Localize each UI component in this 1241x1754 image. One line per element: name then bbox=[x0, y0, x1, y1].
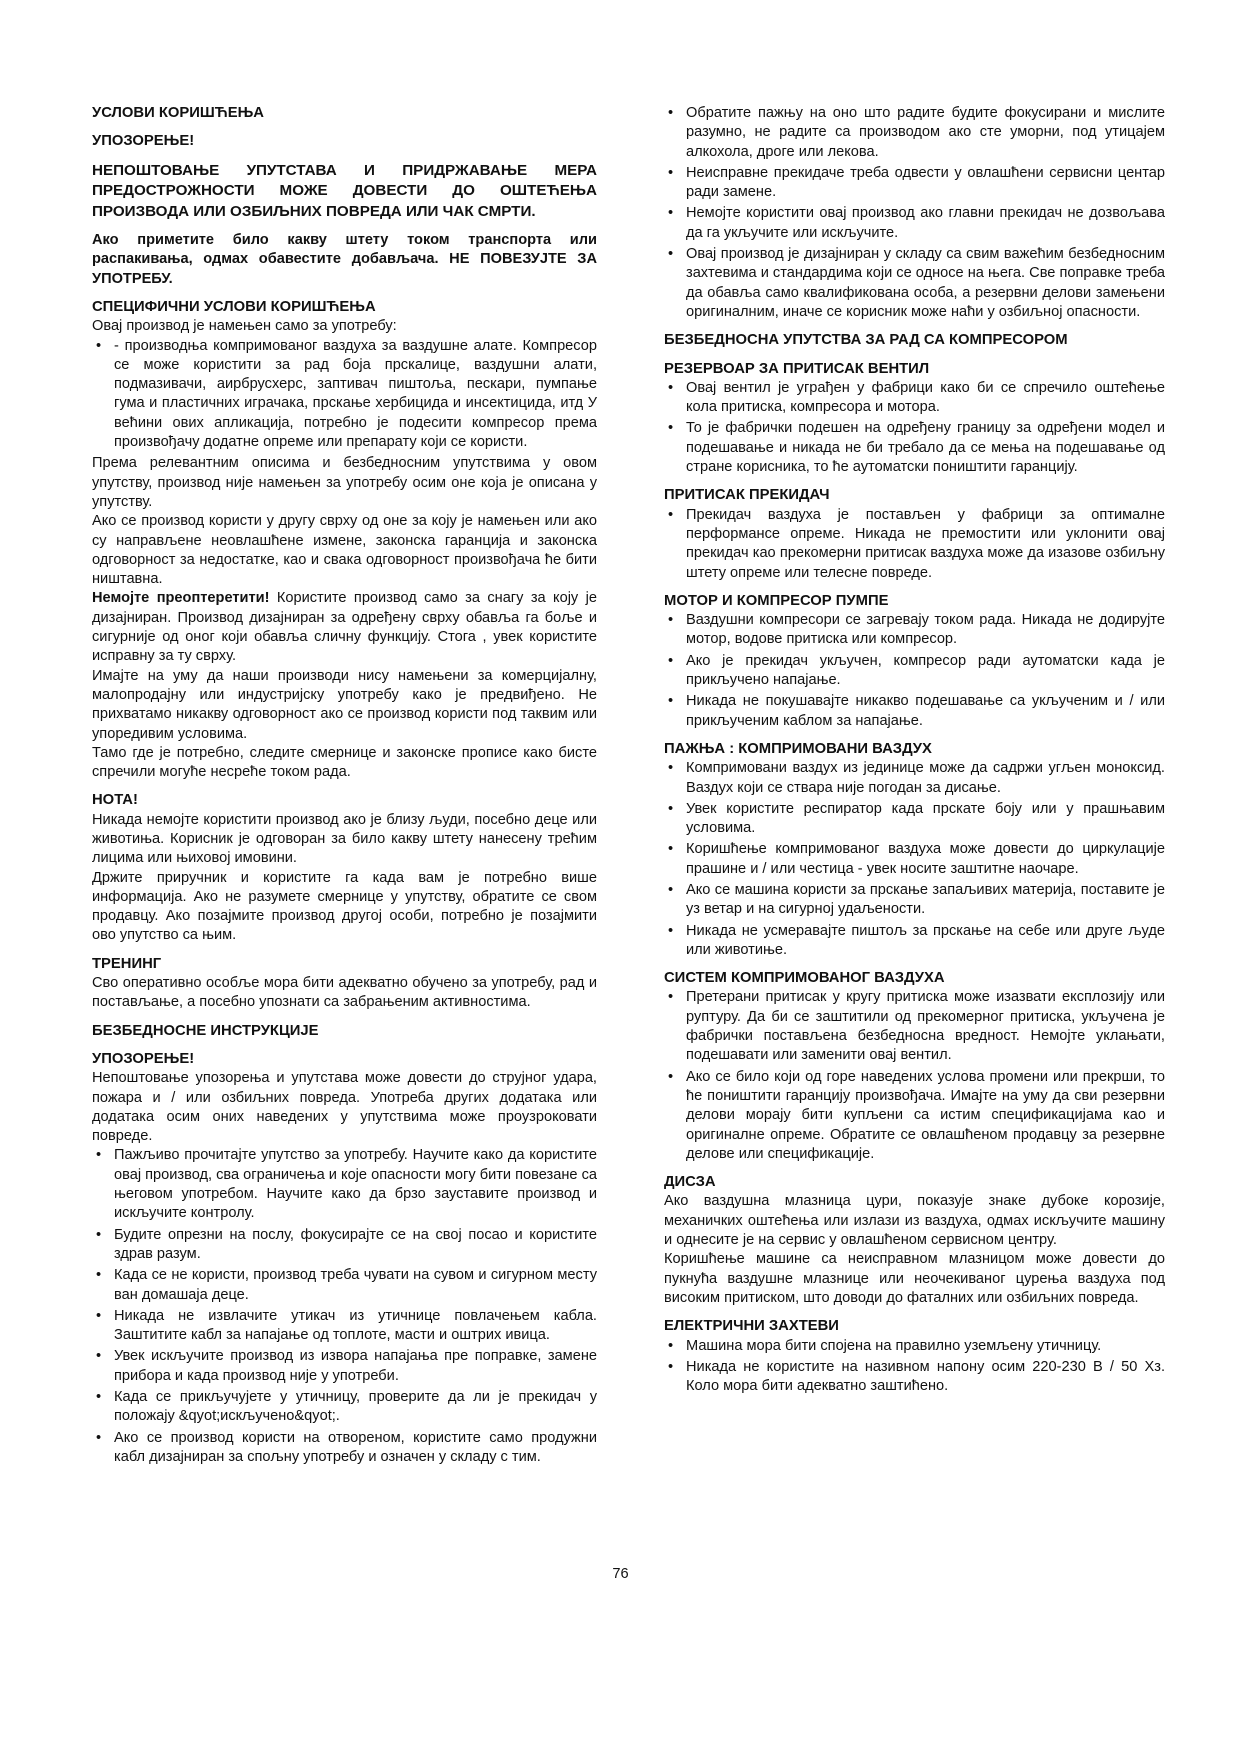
section-heading: БЕЗБЕДНОСНЕ ИНСТРУКЦИЈЕ bbox=[92, 1022, 319, 1039]
list-item: • То је фабрички подешен на одређену границу за одређени модел и подешавање и никада не би требало да се мења на подешавање од стране корисника, то ће аутоматски поништити гаранцију. bbox=[664, 419, 1165, 477]
section-heading: СИСТЕМ КОМПРИМОВАНОГ ВАЗДУХА bbox=[664, 970, 945, 987]
bold-paragraph: Ако приметите било какву штету током транспорта или распакивања, одмах обавестите добављача. НЕ ПОВЕЗУЈТЕ ЗА УПОТРЕБУ. bbox=[92, 232, 597, 287]
bullet-list bbox=[664, 988, 1165, 1164]
list-item: • - производња компримованог ваздуха за ваздушне алате. Компресор се може користити за рад боја прскалице, ваздушни алати, подмазивачи, аирбрусхерс, заптивач пиштоља, пескари, пумпање гума и пластичних играчака, прскање хербицида и инсектицида, итд У већини ових апликација, потребно је подесити компресор према произвођачу додатне опреме или препарату који се користи. bbox=[92, 337, 597, 453]
bullet-list bbox=[664, 379, 1165, 477]
list-item: • Никада не извлачите утикач из утичнице повлачењем кабла. Заштитите кабл за напајање од топлоте, масти и оштрих ивица. bbox=[92, 1307, 597, 1346]
paragraph: Сво оперативно особље мора бити адекватно обучено за употребу, рад и постављање, а посебно упознати са забрањеним активностима. bbox=[92, 975, 597, 1011]
list-item: • Коришћење компримованог ваздуха може довести до циркулације прашине и / или честица - увек носите заштитне наочаре. bbox=[664, 840, 1165, 879]
list-item: • Ваздушни компресори се загревају током рада. Никада не додирујте мотор, водове притиска или компресор. bbox=[664, 611, 1165, 650]
warning-text: НЕПОШТОВАЊЕ УПУТСТАВА И ПРИДРЖАВАЊЕ МЕРА ПРЕДОСТРОЖНОСТИ МОЖЕ ДОВЕСТИ ДО ОШТЕЋЕЊА ПРОИЗВОДА ИЛИ ОЗБИЉНИХ ПОВРЕДА ИЛИ ЧАК СМРТИ. bbox=[92, 161, 597, 220]
list-item: • Обратите пажњу на оно што радите будите фокусирани и мислите разумно, не радите са производом ако сте уморни, под утицајем алкохола, дроге или лекова. bbox=[664, 104, 1165, 162]
list-item: • Прекидач ваздуха је постављен у фабрици за оптималне перформансе опреме. Никада не премостити или уклонити овај прекидач као прекомерни притисак ваздуха може да изазове озбиљну штету опреме или телесне повреде. bbox=[664, 506, 1165, 583]
paragraph: Према релевантним описима и безбедносним упутствима у овом упутству, производ није намењен за употребу осим оне која је описана у упутству. bbox=[92, 455, 597, 510]
paragraph: Тамо где је потребно, следите смернице и законске прописе како бисте спречили могуће несреће током рада. bbox=[92, 744, 597, 781]
list-item: • Никада не покушавајте никакво подешавање са укљученим и / или прикљученим каблом за напајање. bbox=[664, 692, 1165, 731]
list-item: • Овај вентил је уграђен у фабрици како би се спречило оштећење кола притиска, компресора и мотора. bbox=[664, 379, 1165, 418]
list-item: • Компримовани ваздух из јединице може да садржи угљен моноксид. Ваздух који се ствара није погодан за дисање. bbox=[664, 759, 1165, 798]
list-item: • Будите опрезни на послу, фокусирајте се на свој посао и користите здрав разум. bbox=[92, 1226, 597, 1265]
page-number: 76 bbox=[612, 1566, 629, 1582]
section-heading: ПАЖЊА : КОМПРИМОВАНИ ВАЗДУХ bbox=[664, 740, 932, 757]
list-item: • Немојте користити овај производ ако главни прекидач не дозвољава да га укључите или искључите. bbox=[664, 204, 1165, 243]
list-item: • Када се прикључујете у утичницу, проверите да ли је прекидач у положају &qyot;искључено&qyot;. bbox=[92, 1388, 597, 1427]
section-heading: МОТОР И КОМПРЕСОР ПУМПЕ bbox=[664, 592, 889, 609]
list-item: • Никада не користите на називном напону осим 220-230 В / 50 Хз. Коло мора бити адекватно заштићено. bbox=[664, 1358, 1165, 1397]
paragraph: Никада немојте користити производ ако је близу људи, посебно деце или животиња. Корисник је одговоран за било какву штету нанесену трећим лицима или њиховој имовини. bbox=[92, 811, 597, 867]
section-heading: СПЕЦИФИЧНИ УСЛОВИ КОРИШЋЕЊА bbox=[92, 298, 376, 315]
list-item: • Увек искључите производ из извора напајања пре поправке, замене прибора и када производ није у употреби. bbox=[92, 1347, 597, 1386]
section-heading: ДИСЗА bbox=[664, 1174, 716, 1191]
section-heading: ПРИТИСАК ПРЕКИДАЧ bbox=[664, 487, 830, 504]
list-item: • Пажљиво прочитајте упутство за употребу. Научите како да користите овај производ, сва ограничења и које опасности могу бити повезане са његовом употребом. Научите како да брзо зауставите производ и искључите контролу. bbox=[92, 1146, 597, 1223]
paragraph: Држите приручник и користите га када вам је потребно више информација. Ако не разумете смернице у упутству, обратите се свом продавцу. Ако позајмите производ другој особи, потребно је позајмити ово упутство са њим. bbox=[92, 869, 597, 944]
section-heading: УПОЗОРЕЊЕ! bbox=[92, 133, 195, 150]
bullet-list bbox=[664, 506, 1165, 583]
bullet-list bbox=[92, 337, 597, 453]
paragraph: Ако ваздушна млазница цури, показује знаке дубоке корозије, механичких оштећења или излази из ваздуха, одмах искључите машину и однесите је на сервис у овлашћеном сервисном центру. bbox=[664, 1193, 1165, 1249]
section-heading: ТРЕНИНГ bbox=[92, 955, 162, 972]
section-heading: НОТА! bbox=[92, 792, 138, 809]
paragraph: Имајте на уму да наши производи нису намењени за комерцијалну, малопродајну или индустријску употребу како је предвиђено. Не прихватамо никакву одговорност ако се производ користи под таквим или упоредивим условима. bbox=[92, 667, 597, 742]
bullet-list bbox=[664, 1337, 1165, 1397]
paragraph: Коришћење машине са неисправном млазницом може довести до пукнућа ваздушне млазнице или неочекиваног цурења ваздуха под високим притиском, што доводи до фаталних или озбиљних повреда. bbox=[664, 1251, 1165, 1306]
section-heading: УПОЗОРЕЊЕ! bbox=[92, 1050, 195, 1067]
bullet-list bbox=[664, 759, 1165, 960]
emphasis: Немојте преоптеретити! bbox=[92, 590, 270, 607]
list-item: • Никада не усмеравајте пиштољ за прскање на себе или друге људе или животиње. bbox=[664, 922, 1165, 961]
bullet-list bbox=[664, 611, 1165, 731]
section-heading: УСЛОВИ КОРИШЋЕЊА bbox=[92, 105, 264, 121]
list-item: • Ако се било који од горе наведених услова промени или прекрши, то ће поништити гаранцију произвођача. Имајте на уму да сви резервни делови морају бити купљени са истим спецификацијама као и оригиналне опреме. Обратите се овлашћеном продавцу за резервне делове или спецификације. bbox=[664, 1068, 1165, 1164]
list-item: • Ако је прекидач укључен, компресор ради аутоматски када је прикључено напајање. bbox=[664, 652, 1165, 691]
list-item: • Овај производ је дизајниран у складу са свим важећим безбедносним захтевима и стандардима који се односе на њега. Све поправке треба да обавља само квалификована особа, а резервни делови замењени оригиналним, иначе се корисник може наћи у озбиљној опасности. bbox=[664, 245, 1165, 322]
right-column bbox=[664, 104, 1165, 1398]
list-item: • Машина мора бити спојена на правилно уземљену утичницу. bbox=[664, 1337, 1165, 1356]
section-heading: ЕЛЕКТРИЧНИ ЗАХТЕВИ bbox=[664, 1318, 839, 1335]
paragraph-text: Користите производ само за снагу за коју је дизајниран. Производ дизајниран за одређену сврху обавља га боље и сигурније од оног који обавља сличну функцију. Стога , увек користите исправну за ту сврху. bbox=[92, 590, 597, 665]
paragraph: Ако се производ користи у другу сврху од оне за коју је намењен или ако су направљене неовлашћене измене, законска гаранција и законска одговорност за недостатке, као и свака одговорност произвођача ће бити ништавна. bbox=[92, 513, 597, 588]
list-item: • Увек користите респиратор када прскате боју или у прашњавим условима. bbox=[664, 800, 1165, 839]
list-item: • Претерани притисак у кругу притиска може изазвати експлозију или руптуру. Да би се заштитили од прекомерног притиска, укључена је фабрички постављена безбедносна вредност. Немојте уклањати, подешавати или заменити овај вентил. bbox=[664, 988, 1165, 1065]
left-column bbox=[92, 104, 597, 1469]
bullet-list bbox=[92, 1146, 597, 1467]
paragraph: Непоштовање упозорења и упутстава може довести до струјног удара, пожара и / или озбиљних повреда. Употреба других додатака или додатака осим оних наведених у упутствима може проузроковати повреде. bbox=[92, 1070, 597, 1145]
paragraph: Овај производ је намењен само за употребу: bbox=[92, 318, 397, 335]
section-heading: БЕЗБЕДНОСНА УПУТСТВА ЗА РАД СА КОМПРЕСОРОМ bbox=[664, 332, 1068, 349]
list-item: • Неисправне прекидаче треба одвести у овлашћени сервисни центар ради замене. bbox=[664, 164, 1165, 203]
list-item: • Ако се машина користи за прскање запаљивих материја, поставите је уз ветар и на сигурној удаљености. bbox=[664, 881, 1165, 920]
list-item: • Ако се производ користи на отвореном, користите само продужни кабл дизајниран за спољну употребу и означен у складу с тим. bbox=[92, 1429, 597, 1468]
paragraph bbox=[92, 589, 597, 666]
bullet-list bbox=[664, 104, 1165, 322]
list-item: • Када се не користи, производ треба чувати на сувом и сигурном месту ван домашаја деце. bbox=[92, 1266, 597, 1305]
section-heading: РЕЗЕРВОАР ЗА ПРИТИСАК ВЕНТИЛ bbox=[664, 360, 930, 377]
